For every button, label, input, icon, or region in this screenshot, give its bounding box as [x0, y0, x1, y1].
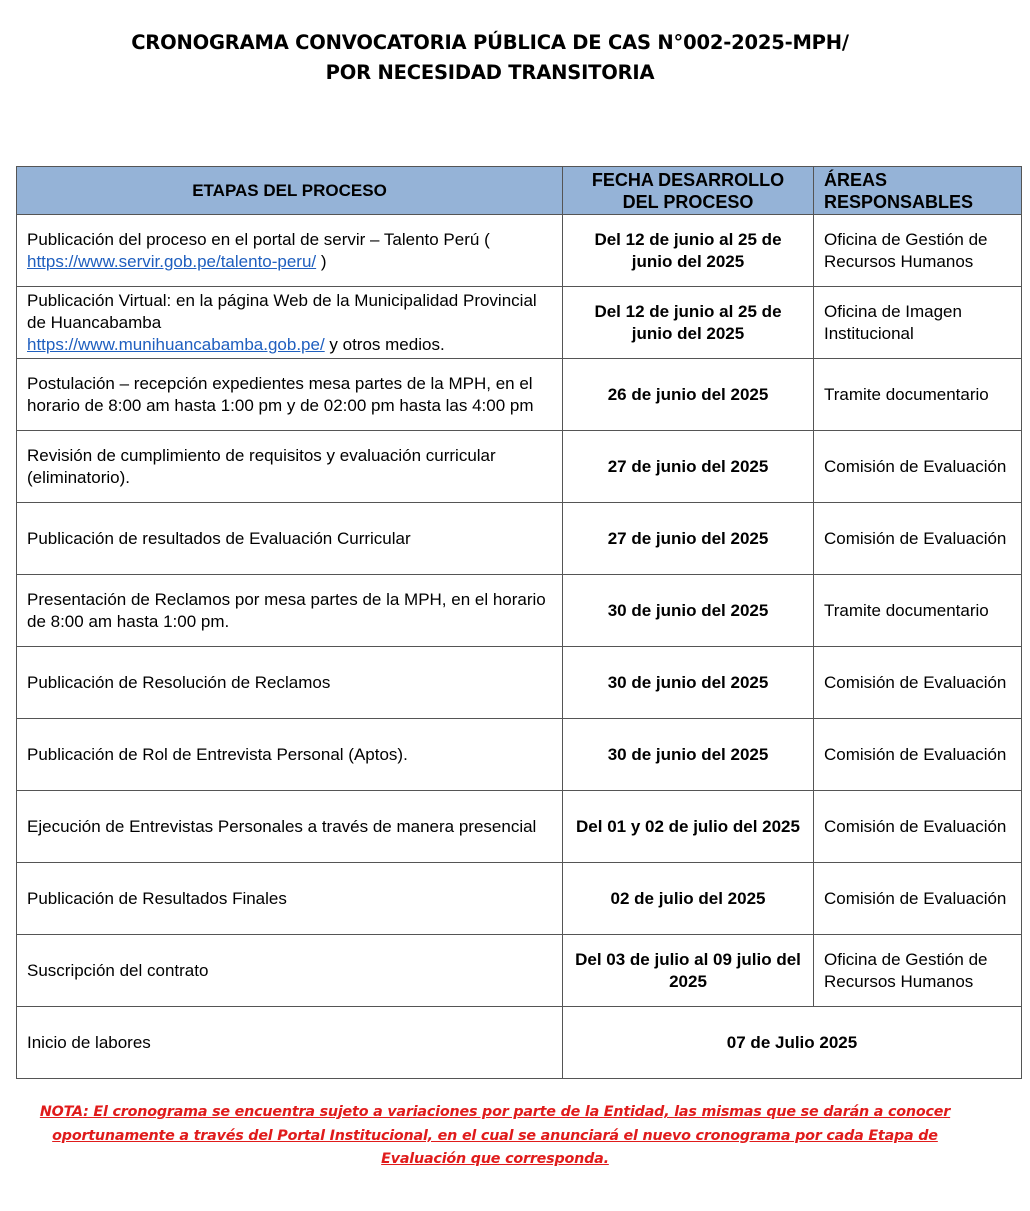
table-row: [17, 287, 1022, 359]
table-row: [17, 647, 1022, 719]
servir-link[interactable]: https://www.servir.gob.pe/talento-peru/: [27, 251, 317, 271]
table-row: [17, 431, 1022, 503]
etapa-cell: [17, 215, 563, 287]
title-line-2: POR NECESIDAD TRANSITORIA: [325, 61, 655, 84]
fecha-merged-cell: 07 de Julio 2025: [563, 1007, 1022, 1079]
area-cell: Comisión de Evaluación: [814, 647, 1022, 719]
area-cell: Tramite documentario: [814, 575, 1022, 647]
fecha-cell: 27 de junio del 2025: [563, 431, 814, 503]
area-cell: Comisión de Evaluación: [814, 431, 1022, 503]
etapa-text: Publicación del proceso en el portal de servir – Talento Perú (: [27, 229, 490, 249]
header-areas-line2: RESPONSABLES: [824, 191, 974, 212]
fecha-cell: 26 de junio del 2025: [563, 359, 814, 431]
municipalidad-link[interactable]: https://www.munihuancabamba.gob.pe/: [27, 334, 325, 354]
area-cell: Comisión de Evaluación: [814, 503, 1022, 575]
table-row: [17, 575, 1022, 647]
etapa-cell: Revisión de cumplimiento de requisitos y evaluación curricular (eliminatorio).: [17, 431, 563, 503]
title-line-1: CRONOGRAMA CONVOCATORIA PÚBLICA DE CAS N°002-2025-MPH/: [131, 31, 849, 54]
area-cell: Oficina de Imagen Institucional: [814, 287, 1022, 359]
header-areas: [814, 167, 1022, 215]
header-fecha-line2: DEL PROCESO: [622, 191, 754, 212]
header-fecha: [563, 167, 814, 215]
schedule-table: [16, 166, 1022, 1079]
table-row: [17, 719, 1022, 791]
table-row: [17, 503, 1022, 575]
header-fecha-line1: FECHA DESARROLLO: [591, 169, 785, 190]
area-cell: Comisión de Evaluación: [814, 719, 1022, 791]
table-row: [17, 215, 1022, 287]
table-row: [17, 791, 1022, 863]
area-cell: Oficina de Gestión de Recursos Humanos: [814, 215, 1022, 287]
table-row: [17, 863, 1022, 935]
header-areas-line1: ÁREAS: [824, 169, 888, 190]
etapa-cell: Inicio de labores: [17, 1007, 563, 1079]
area-cell: Comisión de Evaluación: [814, 791, 1022, 863]
etapa-cell: Presentación de Reclamos por mesa partes de la MPH, en el horario de 8:00 am hasta 1:00 pm.: [17, 575, 563, 647]
fecha-cell: Del 12 de junio al 25 de junio del 2025: [563, 287, 814, 359]
etapa-cell: Suscripción del contrato: [17, 935, 563, 1007]
table-row: [17, 1007, 1022, 1079]
fecha-cell: Del 01 y 02 de julio del 2025: [563, 791, 814, 863]
etapa-cell: Publicación de Rol de Entrevista Personal (Aptos).: [17, 719, 563, 791]
document-title: [0, 28, 980, 88]
etapa-text-post: y otros medios.: [324, 334, 445, 354]
fecha-cell: Del 03 de julio al 09 julio del 2025: [563, 935, 814, 1007]
etapa-cell: Publicación de resultados de Evaluación Curricular: [17, 503, 563, 575]
etapa-cell: Postulación – recepción expedientes mesa partes de la MPH, en el horario de 8:00 am hasta 1:00 pm y de 02:00 pm hasta las 4:00 pm: [17, 359, 563, 431]
table-header-row: [17, 167, 1022, 215]
table-row: [17, 359, 1022, 431]
area-cell: Comisión de Evaluación: [814, 863, 1022, 935]
fecha-cell: 30 de junio del 2025: [563, 575, 814, 647]
fecha-cell: 27 de junio del 2025: [563, 503, 814, 575]
header-etapas: ETAPAS DEL PROCESO: [17, 167, 563, 215]
nota-disclaimer: NOTA: El cronograma se encuentra sujeto a variaciones por parte de la Entidad, las mismas que se darán a conocer oportunamente a través del Portal Institucional, en el cual se anunciará el nuevo cronograma por cada Etapa de Evaluación que corresponda.: [39, 1104, 951, 1167]
area-cell: Tramite documentario: [814, 359, 1022, 431]
table-row: [17, 935, 1022, 1007]
etapa-cell: [17, 287, 563, 359]
fecha-cell: 30 de junio del 2025: [563, 647, 814, 719]
etapa-text: Publicación Virtual: en la página Web de la Municipalidad Provincial de Huancabamba: [27, 290, 537, 332]
etapa-cell: Publicación de Resolución de Reclamos: [17, 647, 563, 719]
etapa-cell: Ejecución de Entrevistas Personales a través de manera presencial: [17, 791, 563, 863]
fecha-cell: 02 de julio del 2025: [563, 863, 814, 935]
etapa-cell: Publicación de Resultados Finales: [17, 863, 563, 935]
fecha-cell: Del 12 de junio al 25 de junio del 2025: [563, 215, 814, 287]
fecha-cell: 30 de junio del 2025: [563, 719, 814, 791]
area-cell: Oficina de Gestión de Recursos Humanos: [814, 935, 1022, 1007]
etapa-text-post: ): [316, 251, 327, 271]
